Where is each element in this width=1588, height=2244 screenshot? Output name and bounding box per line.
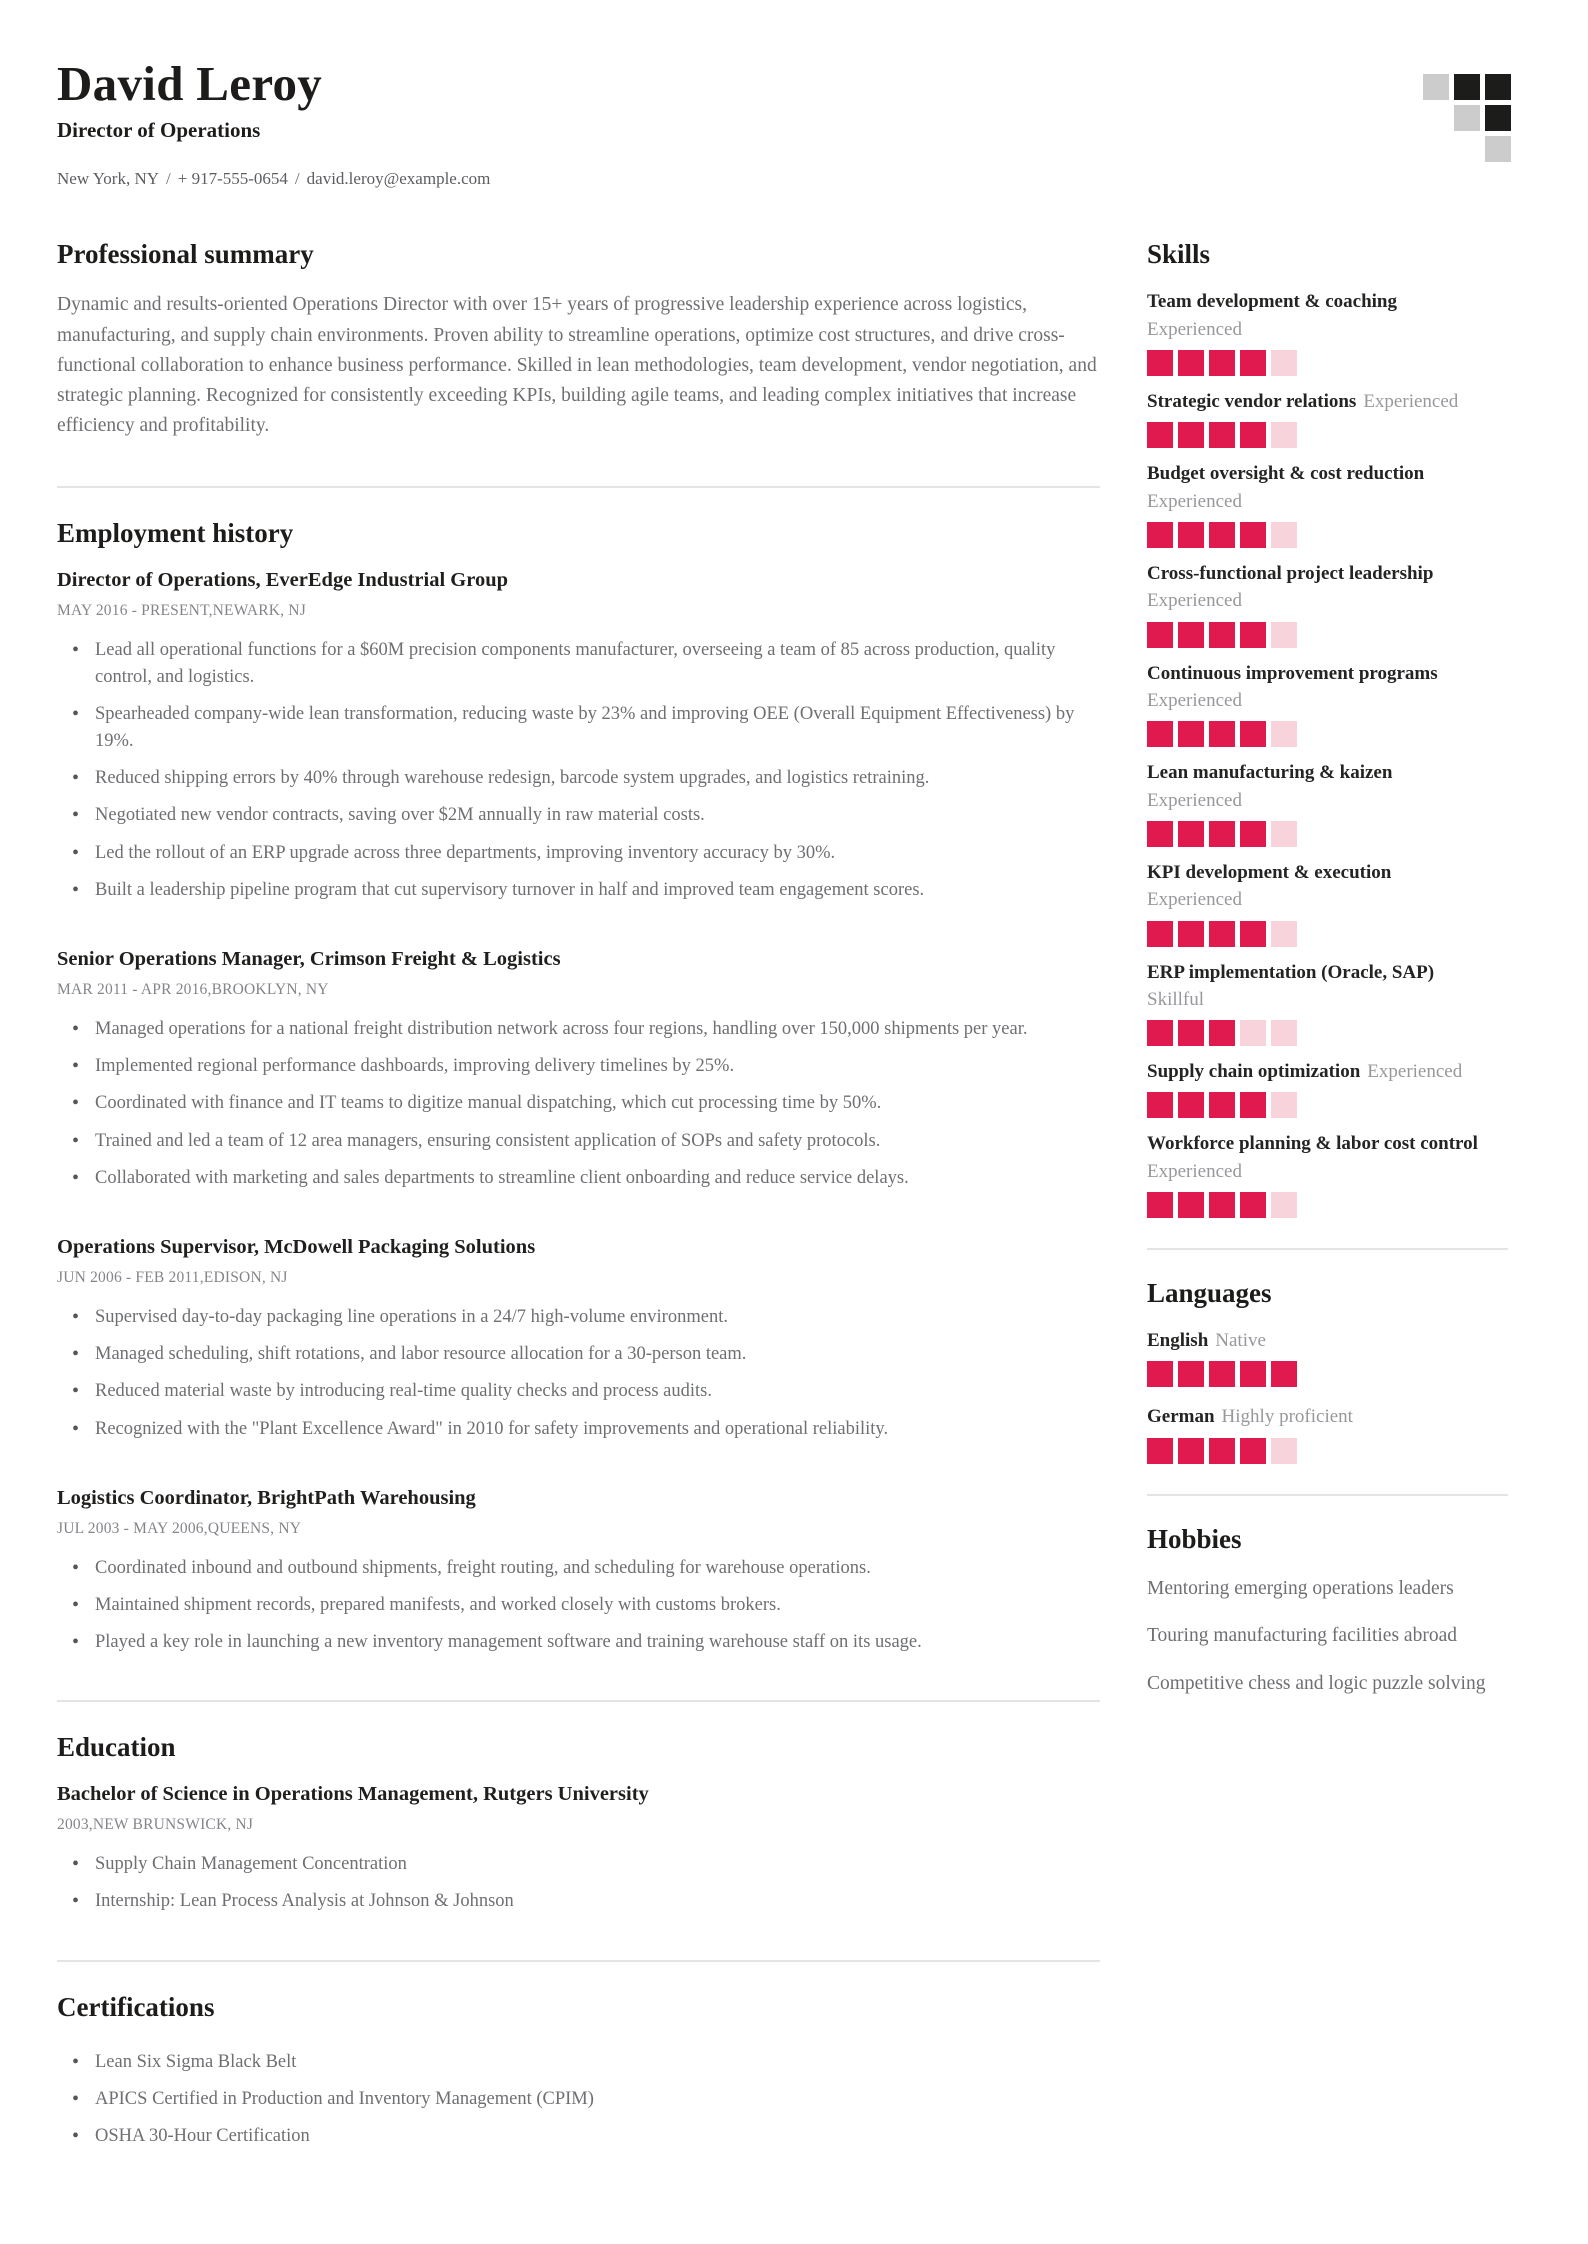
skill-item bbox=[1147, 390, 1508, 448]
skill-name: Team development & coaching bbox=[1147, 291, 1397, 313]
entry-bullet-list bbox=[57, 1851, 1100, 1915]
section-professional-summary bbox=[57, 239, 1100, 441]
entry-bullet: • Negotiated new vendor contracts, saving over $2M annually in raw material costs. bbox=[57, 802, 1100, 829]
entry-bullet: • Played a key role in launching a new inventory management software and training warehouse staff on its usage. bbox=[57, 1629, 1100, 1656]
section-education bbox=[57, 1732, 1100, 1915]
rating-square-empty bbox=[1271, 350, 1297, 376]
rating-square-filled bbox=[1178, 1092, 1204, 1118]
entry-title: Senior Operations Manager, Crimson Freight & Logistics bbox=[57, 948, 561, 971]
logo-square-empty bbox=[1423, 136, 1449, 162]
header-identity bbox=[57, 58, 490, 189]
entry-bullet: • Reduced shipping errors by 40% through warehouse redesign, barcode system upgrades, and logistics retraining. bbox=[57, 765, 1100, 792]
rating-square-filled bbox=[1240, 522, 1266, 548]
skill-level: Skillful bbox=[1147, 988, 1205, 1010]
entry-title: Bachelor of Science in Operations Management, Rutgers University bbox=[57, 1783, 649, 1806]
rating-square-filled bbox=[1147, 1192, 1173, 1218]
rating-squares bbox=[1147, 1361, 1508, 1387]
rating-square-filled bbox=[1240, 721, 1266, 747]
rating-square-filled bbox=[1240, 1092, 1266, 1118]
rating-square-filled bbox=[1147, 721, 1173, 747]
language-level: Native bbox=[1215, 1330, 1266, 1352]
skill-item bbox=[1147, 462, 1508, 548]
skill-item bbox=[1147, 961, 1508, 1047]
rating-square-empty bbox=[1271, 622, 1297, 648]
rating-square-filled bbox=[1240, 1192, 1266, 1218]
skill-level: Experienced bbox=[1363, 391, 1459, 413]
section-heading-languages: Languages bbox=[1147, 1278, 1272, 1309]
entry-bullet: • Managed scheduling, shift rotations, and labor resource allocation for a 30-person team. bbox=[57, 1341, 1100, 1368]
rating-square-filled bbox=[1147, 1438, 1173, 1464]
rating-squares bbox=[1147, 422, 1508, 448]
skill-level: Experienced bbox=[1147, 318, 1242, 340]
entry-title: Operations Supervisor, McDowell Packaging Solutions bbox=[57, 1235, 536, 1258]
entry-bullet: • Maintained shipment records, prepared manifests, and worked closely with customs brokers. bbox=[57, 1592, 1100, 1619]
skill-name: ERP implementation (Oracle, SAP) bbox=[1147, 961, 1435, 983]
rating-squares bbox=[1147, 821, 1508, 847]
entry-bullet: • Internship: Lean Process Analysis at Johnson & Johnson bbox=[57, 1888, 1100, 1915]
rating-square-filled bbox=[1240, 1438, 1266, 1464]
skill-list bbox=[1147, 290, 1508, 1218]
logo-square-empty bbox=[1423, 105, 1449, 131]
skill-name: Lean manufacturing & kaizen bbox=[1147, 762, 1393, 784]
rating-square-filled bbox=[1178, 422, 1204, 448]
certification-list bbox=[57, 2049, 1100, 2151]
rating-square-empty bbox=[1271, 921, 1297, 947]
rating-square-empty bbox=[1271, 522, 1297, 548]
education-list bbox=[57, 1783, 1100, 1915]
rating-square-filled bbox=[1209, 921, 1235, 947]
person-name: David Leroy bbox=[57, 56, 323, 111]
skill-name: Cross-functional project leadership bbox=[1147, 563, 1434, 584]
entry-title: Logistics Coordinator, BrightPath Warehousing bbox=[57, 1486, 476, 1509]
skill-item bbox=[1147, 761, 1508, 847]
entry-bullet: • Collaborated with marketing and sales departments to streamline client onboarding and reduce service delays. bbox=[57, 1165, 1100, 1192]
hobby-item: Mentoring emerging operations leaders bbox=[1147, 1577, 1454, 1599]
entry-date-location: 2003,NEW BRUNSWICK, NJ bbox=[57, 1816, 254, 1834]
rating-square-filled bbox=[1178, 721, 1204, 747]
rating-square-filled bbox=[1209, 422, 1235, 448]
certification-bullet: • OSHA 30-Hour Certification bbox=[57, 2123, 1100, 2150]
rating-square-filled bbox=[1209, 622, 1235, 648]
entry-date-location: JUN 2006 - FEB 2011,EDISON, NJ bbox=[57, 1268, 288, 1286]
skill-name: Supply chain optimization bbox=[1147, 1061, 1361, 1083]
rating-square-filled bbox=[1209, 1020, 1235, 1046]
rating-square-filled bbox=[1147, 1092, 1173, 1118]
rating-square-empty bbox=[1271, 1092, 1297, 1118]
skill-level: Experienced bbox=[1367, 1061, 1463, 1083]
entry bbox=[57, 1236, 1100, 1443]
skill-item bbox=[1147, 1132, 1508, 1218]
rating-square-filled bbox=[1209, 1438, 1235, 1464]
contact-line bbox=[57, 169, 490, 189]
skill-item bbox=[1147, 290, 1508, 376]
skill-item bbox=[1147, 562, 1508, 648]
logo-square bbox=[1454, 74, 1480, 100]
skill-item bbox=[1147, 1060, 1508, 1118]
section-divider bbox=[57, 1700, 1100, 1702]
language-list bbox=[1147, 1329, 1508, 1464]
entry-bullet: • Recognized with the "Plant Excellence Award" in 2010 for safety improvements and operational reliability. bbox=[57, 1416, 1100, 1443]
rating-square-filled bbox=[1178, 1438, 1204, 1464]
rating-square-filled bbox=[1209, 1361, 1235, 1387]
entry-bullet: • Led the rollout of an ERP upgrade across three departments, improving inventory accuracy by 30%. bbox=[57, 840, 1100, 867]
contact-separator: / bbox=[294, 169, 300, 189]
rating-square-filled bbox=[1240, 422, 1266, 448]
sidebar-divider bbox=[1147, 1248, 1508, 1250]
rating-square-filled bbox=[1209, 1192, 1235, 1218]
entry-bullet-list bbox=[57, 637, 1100, 905]
logo-square bbox=[1423, 74, 1449, 100]
certification-bullet: • APICS Certified in Production and Inventory Management (CPIM) bbox=[57, 2086, 1100, 2113]
section-certifications bbox=[57, 1992, 1100, 2151]
entry-bullet: • Implemented regional performance dashboards, improving delivery timelines by 25%. bbox=[57, 1053, 1100, 1080]
rating-square-filled bbox=[1240, 350, 1266, 376]
skill-name: Strategic vendor relations bbox=[1147, 391, 1357, 413]
rating-squares bbox=[1147, 622, 1508, 648]
header bbox=[57, 58, 1531, 189]
skill-name: Workforce planning & labor cost control bbox=[1147, 1133, 1478, 1155]
entry-bullet: • Supply Chain Management Concentration bbox=[57, 1851, 1100, 1878]
rating-square-filled bbox=[1147, 921, 1173, 947]
entry-bullet: • Trained and led a team of 12 area managers, ensuring consistent application of SOPs and safety protocols. bbox=[57, 1128, 1100, 1155]
skill-level: Experienced bbox=[1147, 1160, 1242, 1182]
entry bbox=[57, 569, 1100, 905]
rating-square-filled bbox=[1147, 522, 1173, 548]
rating-squares bbox=[1147, 721, 1508, 747]
rating-square-filled bbox=[1147, 350, 1173, 376]
rating-square-filled bbox=[1240, 821, 1266, 847]
rating-square-empty bbox=[1271, 721, 1297, 747]
section-heading-skills: Skills bbox=[1147, 239, 1211, 270]
rating-square-empty bbox=[1271, 1438, 1297, 1464]
entry-bullet: • Supervised day-to-day packaging line operations in a 24/7 high-volume environment. bbox=[57, 1304, 1100, 1331]
contact-location: New York, NY bbox=[57, 169, 160, 189]
section-heading-employment: Employment history bbox=[57, 517, 294, 548]
rating-square-filled bbox=[1147, 422, 1173, 448]
contact-email: david.leroy@example.com bbox=[306, 169, 491, 189]
entry bbox=[57, 1487, 1100, 1657]
rating-square-filled bbox=[1209, 1092, 1235, 1118]
rating-squares bbox=[1147, 1020, 1508, 1046]
rating-square-filled bbox=[1178, 821, 1204, 847]
language-item bbox=[1147, 1329, 1508, 1387]
entry-bullet-list bbox=[57, 1016, 1100, 1192]
rating-square-filled bbox=[1209, 721, 1235, 747]
hobby-list bbox=[1147, 1575, 1508, 1698]
section-heading-education: Education bbox=[57, 1732, 176, 1763]
entry-bullet-list bbox=[57, 1555, 1100, 1657]
entry bbox=[57, 948, 1100, 1192]
rating-squares bbox=[1147, 1438, 1508, 1464]
rating-square-filled bbox=[1147, 821, 1173, 847]
rating-square-filled bbox=[1209, 821, 1235, 847]
logo-square bbox=[1454, 105, 1480, 131]
rating-square-filled bbox=[1178, 350, 1204, 376]
rating-square-filled bbox=[1240, 1361, 1266, 1387]
section-heading-certifications: Certifications bbox=[57, 1991, 215, 2022]
main-column bbox=[57, 239, 1100, 2160]
skill-name: Budget oversight & cost reduction bbox=[1147, 463, 1425, 485]
rating-square-filled bbox=[1178, 1192, 1204, 1218]
contact-phone: + 917-555-0654 bbox=[177, 169, 288, 189]
entry-date-location: JUL 2003 - MAY 2006,QUEENS, NY bbox=[57, 1519, 302, 1537]
logo-squares-icon bbox=[1423, 74, 1511, 162]
section-employment-history bbox=[57, 518, 1100, 1657]
logo-square bbox=[1485, 74, 1511, 100]
rating-square-filled bbox=[1240, 622, 1266, 648]
rating-squares bbox=[1147, 1192, 1508, 1218]
rating-square-empty bbox=[1271, 1192, 1297, 1218]
job-list bbox=[57, 569, 1100, 1657]
entry-bullet: • Spearheaded company-wide lean transformation, reducing waste by 23% and improving OEE (Overall Equipment Effectiveness) by 19%. bbox=[57, 701, 1100, 755]
skill-level: Experienced bbox=[1147, 590, 1242, 612]
rating-squares bbox=[1147, 350, 1508, 376]
rating-square-filled bbox=[1178, 1020, 1204, 1046]
content-columns bbox=[57, 239, 1531, 2160]
skill-name: KPI development & execution bbox=[1147, 861, 1392, 883]
entry-bullet: • Reduced material waste by introducing real-time quality checks and process audits. bbox=[57, 1378, 1100, 1405]
section-heading-hobbies: Hobbies bbox=[1147, 1523, 1242, 1554]
section-hobbies bbox=[1147, 1524, 1508, 1698]
skill-level: Experienced bbox=[1147, 889, 1242, 911]
section-divider bbox=[57, 486, 1100, 488]
rating-square-filled bbox=[1178, 622, 1204, 648]
rating-square-empty bbox=[1271, 821, 1297, 847]
skill-item bbox=[1147, 662, 1508, 748]
logo-square-empty bbox=[1454, 136, 1480, 162]
summary-text: Dynamic and results-oriented Operations Director with over 15+ years of progressive leadership experience across logistics, manufacturing, and supply chain environments. Proven ability to streamline operations, optimize cost structures, and drive cross-functional collaboration to enhance business performance. Skilled in lean methodologies, team development, vendor negotiation, and strategic planning. Recognized for consistently exceeding KPIs, building agile teams, and leading complex initiatives that increase efficiency and profitability. bbox=[57, 294, 1097, 437]
sidebar-divider bbox=[1147, 1494, 1508, 1496]
rating-square-filled bbox=[1240, 921, 1266, 947]
person-job-title: Director of Operations bbox=[57, 118, 261, 143]
entry-bullet: • Coordinated with finance and IT teams to digitize manual dispatching, which cut processing time by 50%. bbox=[57, 1090, 1100, 1117]
language-name: English bbox=[1147, 1330, 1209, 1352]
rating-square-filled bbox=[1209, 522, 1235, 548]
rating-square-filled bbox=[1178, 1361, 1204, 1387]
hobby-item: Touring manufacturing facilities abroad bbox=[1147, 1625, 1457, 1647]
rating-squares bbox=[1147, 522, 1508, 548]
entry-date-location: MAR 2011 - APR 2016,BROOKLYN, NY bbox=[57, 981, 329, 999]
language-item bbox=[1147, 1405, 1508, 1463]
rating-square-empty bbox=[1271, 422, 1297, 448]
sidebar-column bbox=[1147, 239, 1508, 1717]
entry-title: Director of Operations, EverEdge Industrial Group bbox=[57, 568, 508, 591]
entry-date-location: MAY 2016 - PRESENT,NEWARK, NJ bbox=[57, 601, 306, 619]
section-skills bbox=[1147, 239, 1508, 1218]
skill-name: Continuous improvement programs bbox=[1147, 662, 1438, 684]
hobby-item: Competitive chess and logic puzzle solving bbox=[1147, 1673, 1486, 1695]
skill-level: Experienced bbox=[1147, 490, 1242, 512]
contact-separator: / bbox=[166, 169, 171, 189]
rating-square-filled bbox=[1209, 350, 1235, 376]
language-name: German bbox=[1147, 1406, 1215, 1428]
rating-square-filled bbox=[1178, 522, 1204, 548]
entry-bullet: • Built a leadership pipeline program that cut supervisory turnover in half and improved team engagement scores. bbox=[57, 877, 1100, 904]
rating-squares bbox=[1147, 1092, 1508, 1118]
rating-square-filled bbox=[1147, 1361, 1173, 1387]
section-heading-summary: Professional summary bbox=[57, 239, 314, 270]
skill-level: Experienced bbox=[1147, 789, 1242, 811]
section-divider bbox=[57, 1960, 1100, 1962]
rating-square-filled bbox=[1178, 921, 1204, 947]
certification-bullet: • Lean Six Sigma Black Belt bbox=[57, 2049, 1100, 2076]
language-level: Highly proficient bbox=[1221, 1406, 1353, 1428]
entry-bullet: • Managed operations for a national freight distribution network across four regions, handling over 150,000 shipments per year. bbox=[57, 1016, 1100, 1043]
section-languages bbox=[1147, 1278, 1508, 1464]
entry-bullet: • Lead all operational functions for a $60M precision components manufacturer, overseeing a team of 85 across production, quality control, and logistics. bbox=[57, 637, 1100, 691]
skill-level: Experienced bbox=[1147, 689, 1242, 711]
rating-square-empty bbox=[1271, 1020, 1297, 1046]
rating-square-filled bbox=[1147, 1020, 1173, 1046]
logo-square bbox=[1485, 136, 1511, 162]
skill-item bbox=[1147, 861, 1508, 947]
rating-squares bbox=[1147, 921, 1508, 947]
rating-square-empty bbox=[1240, 1020, 1266, 1046]
entry-bullet: • Coordinated inbound and outbound shipments, freight routing, and scheduling for warehouse operations. bbox=[57, 1555, 1100, 1582]
logo-square bbox=[1485, 105, 1511, 131]
entry bbox=[57, 1783, 1100, 1915]
entry-bullet-list bbox=[57, 1304, 1100, 1443]
rating-square-filled bbox=[1147, 622, 1173, 648]
rating-square-filled bbox=[1271, 1361, 1297, 1387]
